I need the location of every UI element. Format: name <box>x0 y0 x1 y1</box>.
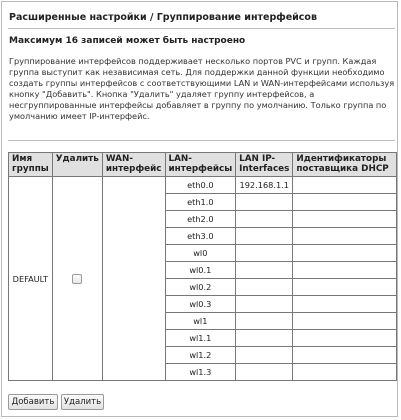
lan-ip-cell <box>236 364 293 381</box>
remove-button[interactable]: Удалить <box>61 394 104 410</box>
lan-interface-cell: eth2.0 <box>165 211 236 228</box>
col-delete: Удалить <box>52 153 102 177</box>
dhcp-vendor-cell <box>293 279 397 296</box>
lan-ip-cell <box>236 262 293 279</box>
delete-cell <box>52 177 102 381</box>
lan-ip-cell <box>236 228 293 245</box>
lan-interface-cell: eth0.0 <box>165 177 236 194</box>
dhcp-vendor-cell <box>293 313 397 330</box>
group-name-cell: DEFAULT <box>9 177 53 381</box>
page-frame <box>1 1 398 417</box>
dhcp-vendor-cell <box>293 347 397 364</box>
lan-ip-cell <box>236 279 293 296</box>
lan-ip-cell <box>236 296 293 313</box>
table-header-row <box>9 153 397 177</box>
dhcp-vendor-cell <box>293 177 397 194</box>
lan-interface-cell: wl1.3 <box>165 364 236 381</box>
description-text: Группирование интерфейсов поддерживает несколько портов PVC и групп. Каждая группа выступит как независимая сеть. Для поддержки данной функции необходимо создать группы интерфейсов с соответствующими LAN и WAN-интерфейсами используя кнопку "Добавить". Кнопка "Удалить" удаляет группу интерфейсов, а несгруппированные интерфейсы добавляет в группу по умолчанию. Только группа по умолчанию имеет IP-интерфейс. <box>9 56 395 121</box>
lan-ip-cell <box>236 313 293 330</box>
lan-interface-cell: eth3.0 <box>165 228 236 245</box>
lan-interface-cell: wl1.2 <box>165 347 236 364</box>
dhcp-vendor-cell <box>293 245 397 262</box>
dhcp-vendor-cell <box>293 211 397 228</box>
dhcp-vendor-cell <box>293 364 397 381</box>
dhcp-vendor-cell <box>293 330 397 347</box>
divider-top <box>8 28 395 29</box>
breadcrumb: Расширенные настройки / Группирование интерфейсов <box>9 12 317 23</box>
lan-interface-cell: wl0 <box>165 245 236 262</box>
dhcp-vendor-cell <box>293 194 397 211</box>
add-button[interactable]: Добавить <box>8 394 58 410</box>
lan-interface-cell: wl1.1 <box>165 330 236 347</box>
delete-checkbox[interactable] <box>72 274 82 284</box>
lan-ip-cell <box>236 211 293 228</box>
lan-interface-cell: wl0.3 <box>165 296 236 313</box>
lan-interface-cell: wl1 <box>165 313 236 330</box>
dhcp-vendor-cell <box>293 228 397 245</box>
interface-grouping-table <box>8 152 397 381</box>
wan-interface-cell <box>102 177 165 381</box>
dhcp-vendor-cell <box>293 296 397 313</box>
lan-interface-cell: eth1.0 <box>165 194 236 211</box>
lan-ip-cell: 192.168.1.1 <box>236 177 293 194</box>
table-row <box>9 177 397 194</box>
col-dhcp-vendor-ids: Идентификаторы поставщика DHCP <box>293 153 397 177</box>
lan-ip-cell <box>236 194 293 211</box>
col-wan-interface: WAN-интерфейс <box>102 153 165 177</box>
lan-interface-cell: wl0.1 <box>165 262 236 279</box>
max-entries-note: Максимум 16 записей может быть настроено <box>9 36 246 46</box>
lan-ip-cell <box>236 245 293 262</box>
lan-interface-cell: wl0.2 <box>165 279 236 296</box>
col-group-name: Имя группы <box>9 153 53 177</box>
dhcp-vendor-cell <box>293 262 397 279</box>
col-lan-ip: LAN IP-Interfaces <box>236 153 293 177</box>
divider-bottom <box>8 140 395 141</box>
lan-ip-cell <box>236 347 293 364</box>
col-lan-interfaces: LAN-интерфейсы <box>165 153 236 177</box>
lan-ip-cell <box>236 330 293 347</box>
